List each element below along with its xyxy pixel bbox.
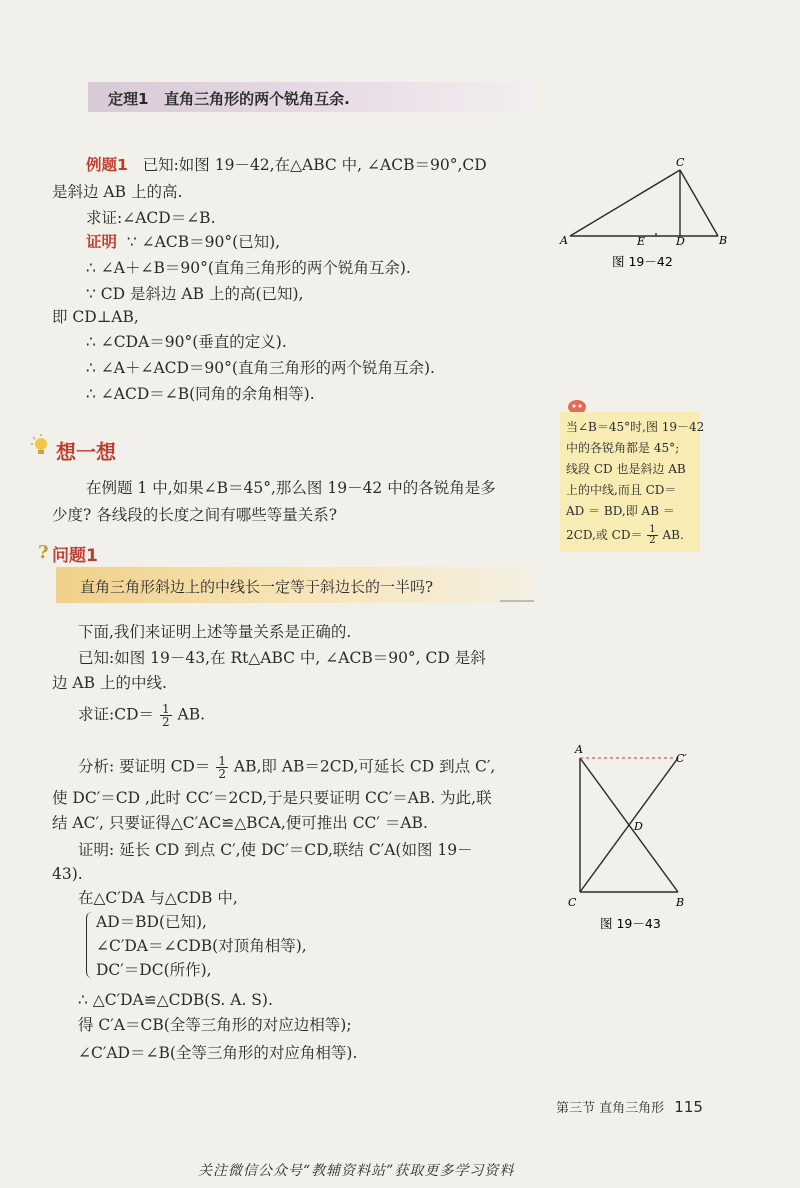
theorem-statement: 直角三角形的两个锐角互余. <box>164 90 350 108</box>
figure-19-43-caption: 图 19－43 <box>600 916 661 931</box>
label-c: C <box>676 156 685 169</box>
side-note-line-6 <box>566 525 684 546</box>
side-note-line-2: 中的各锐角都是 45°; <box>566 441 680 455</box>
figure-19-42-caption: 图 19－42 <box>612 254 673 269</box>
proof2-given-1: 已知:如图 19－43,在 Rt△ABC 中, ∠ACB＝90°, CD 是斜 <box>78 649 486 667</box>
proof2-line-2: 43). <box>52 865 83 883</box>
prove-fraction <box>160 703 172 728</box>
brace-line-3: DC′＝DC(所作), <box>96 961 212 979</box>
proof2-intro: 下面,我们来证明上述等量关系是正确的. <box>78 623 352 641</box>
think-line-1: 在例题 1 中,如果∠B＝45°,那么图 19－42 中的各锐角是多 <box>86 479 496 497</box>
example-proof-step-1 <box>86 232 280 252</box>
think-line-2: 少度? 各线段的长度之间有哪些等量关系? <box>52 506 338 524</box>
example-given-2: 是斜边 AB 上的高. <box>52 183 183 201</box>
side-note-line-3: 线段 CD 也是斜边 AB <box>566 462 686 476</box>
proof-step-4: 即 CD⊥AB, <box>52 308 139 326</box>
conclusion-1: ∴ △C′DA≌△CDB(S. A. S). <box>78 991 273 1009</box>
conclusion-3: ∠C′AD＝∠B(全等三角形的对应角相等). <box>78 1044 358 1062</box>
example-label: 例题1 <box>86 156 128 174</box>
label-e: E <box>637 235 646 248</box>
proof2-line-3: 在△C′DA 与△CDB 中, <box>78 889 238 907</box>
side-note-line-5: AD ＝ BD,即 AB ＝ <box>566 504 675 518</box>
question-icon <box>36 540 52 562</box>
side-note-line-4: 上的中线,而且 CD＝ <box>566 483 677 497</box>
label-c: C <box>568 896 577 909</box>
proof-label: 证明 <box>86 233 118 251</box>
analysis-line-1 <box>78 755 495 780</box>
analysis-fraction <box>216 755 228 780</box>
analysis-a: 分析: 要证明 CD＝ <box>78 757 211 776</box>
section-title: 第三节 直角三角形 <box>556 1101 665 1116</box>
lightbulb-icon <box>30 434 52 456</box>
figure-19-43 <box>566 740 706 940</box>
proof-step-1: ∵ ∠ACB＝90°(已知), <box>126 233 281 251</box>
analysis-line-3: 结 AC′, 只要证得△C′AC≌△BCA,便可推出 CC′ ＝AB. <box>52 814 428 832</box>
figure-19-42 <box>556 152 746 272</box>
problem-banner-edge <box>500 600 534 602</box>
theorem-1 <box>108 88 350 109</box>
watermark: 关注微信公众号“教辅资料站”获取更多学习资料 <box>198 1163 515 1179</box>
svg-text:?: ? <box>38 542 49 562</box>
proof-step-7: ∴ ∠ACD＝∠B(同角的余角相等). <box>86 385 315 403</box>
page-number: 115 <box>674 1098 703 1116</box>
label-d: D <box>634 820 643 833</box>
brace-line-2: ∠C′DA＝∠CDB(对顶角相等), <box>96 937 307 955</box>
label-d: D <box>676 235 685 248</box>
analysis-fraction-num: 1 <box>218 754 226 768</box>
proof-step-2: ∴ ∠A＋∠B＝90°(直角三角形的两个锐角互余). <box>86 259 411 277</box>
proof2-line-1: 证明: 延长 CD 到点 C′,使 DC′＝CD,联结 C′A(如图 19－ <box>78 841 473 859</box>
analysis-fraction-den: 2 <box>218 767 226 781</box>
brace-line-1: AD＝BD(已知), <box>96 913 207 931</box>
label-a: A <box>575 743 583 756</box>
proof2-prove <box>78 703 205 728</box>
label-c-prime: C′ <box>676 752 687 765</box>
fraction-numerator: 1 <box>649 524 656 535</box>
fraction-denominator: 2 <box>649 535 656 546</box>
label-b: B <box>719 234 728 247</box>
proof2-given-2: 边 AB 上的中线. <box>52 674 167 692</box>
analysis-line-2: 使 DC′＝CD ,此时 CC′＝2CD,于是只要证明 CC′＝AB. 为此,联 <box>52 789 492 807</box>
fraction-half <box>647 525 657 546</box>
label-a: A <box>560 234 568 247</box>
label-b: B <box>676 896 685 909</box>
triangle-abc <box>570 170 718 236</box>
triangle-acb <box>580 758 678 892</box>
proof-step-3: ∵ CD 是斜边 AB 上的高(已知), <box>86 285 304 303</box>
page-footer <box>556 1097 703 1116</box>
side-note-line-1: 当∠B＝45°时,图 19－42 <box>566 420 705 434</box>
proof2-prove-b: AB. <box>177 705 206 724</box>
example-given-line-1 <box>86 155 487 175</box>
proof-step-5: ∴ ∠CDA＝90°(垂直的定义). <box>86 333 287 351</box>
analysis-b: AB,即 AB＝2CD,可延长 CD 到点 C′, <box>233 757 496 776</box>
problem-title: 问题1 <box>52 546 98 566</box>
conclusion-2: 得 C′A＝CB(全等三角形的对应边相等); <box>78 1016 352 1034</box>
proof-step-6: ∴ ∠A＋∠ACD＝90°(直角三角形的两个锐角互余). <box>86 359 435 377</box>
side-note-tail: AB. <box>662 528 684 542</box>
prove-fraction-den: 2 <box>161 715 170 729</box>
example-prove: 求证:∠ACD＝∠B. <box>86 209 216 227</box>
side-note-line-6-text: 2CD,或 CD＝ <box>566 528 643 542</box>
theorem-label: 定理1 <box>108 90 149 108</box>
think-title: 想一想 <box>56 440 116 464</box>
side-note <box>560 412 705 552</box>
prove-fraction-num: 1 <box>161 702 170 716</box>
problem-question: 直角三角形斜边上的中线长一定等于斜边长的一半吗? <box>80 578 434 596</box>
proof2-prove-a: 求证:CD＝ <box>78 705 155 724</box>
example-given-1: 已知:如图 19－42,在△ABC 中, ∠ACB＝90°,CD <box>142 156 487 174</box>
